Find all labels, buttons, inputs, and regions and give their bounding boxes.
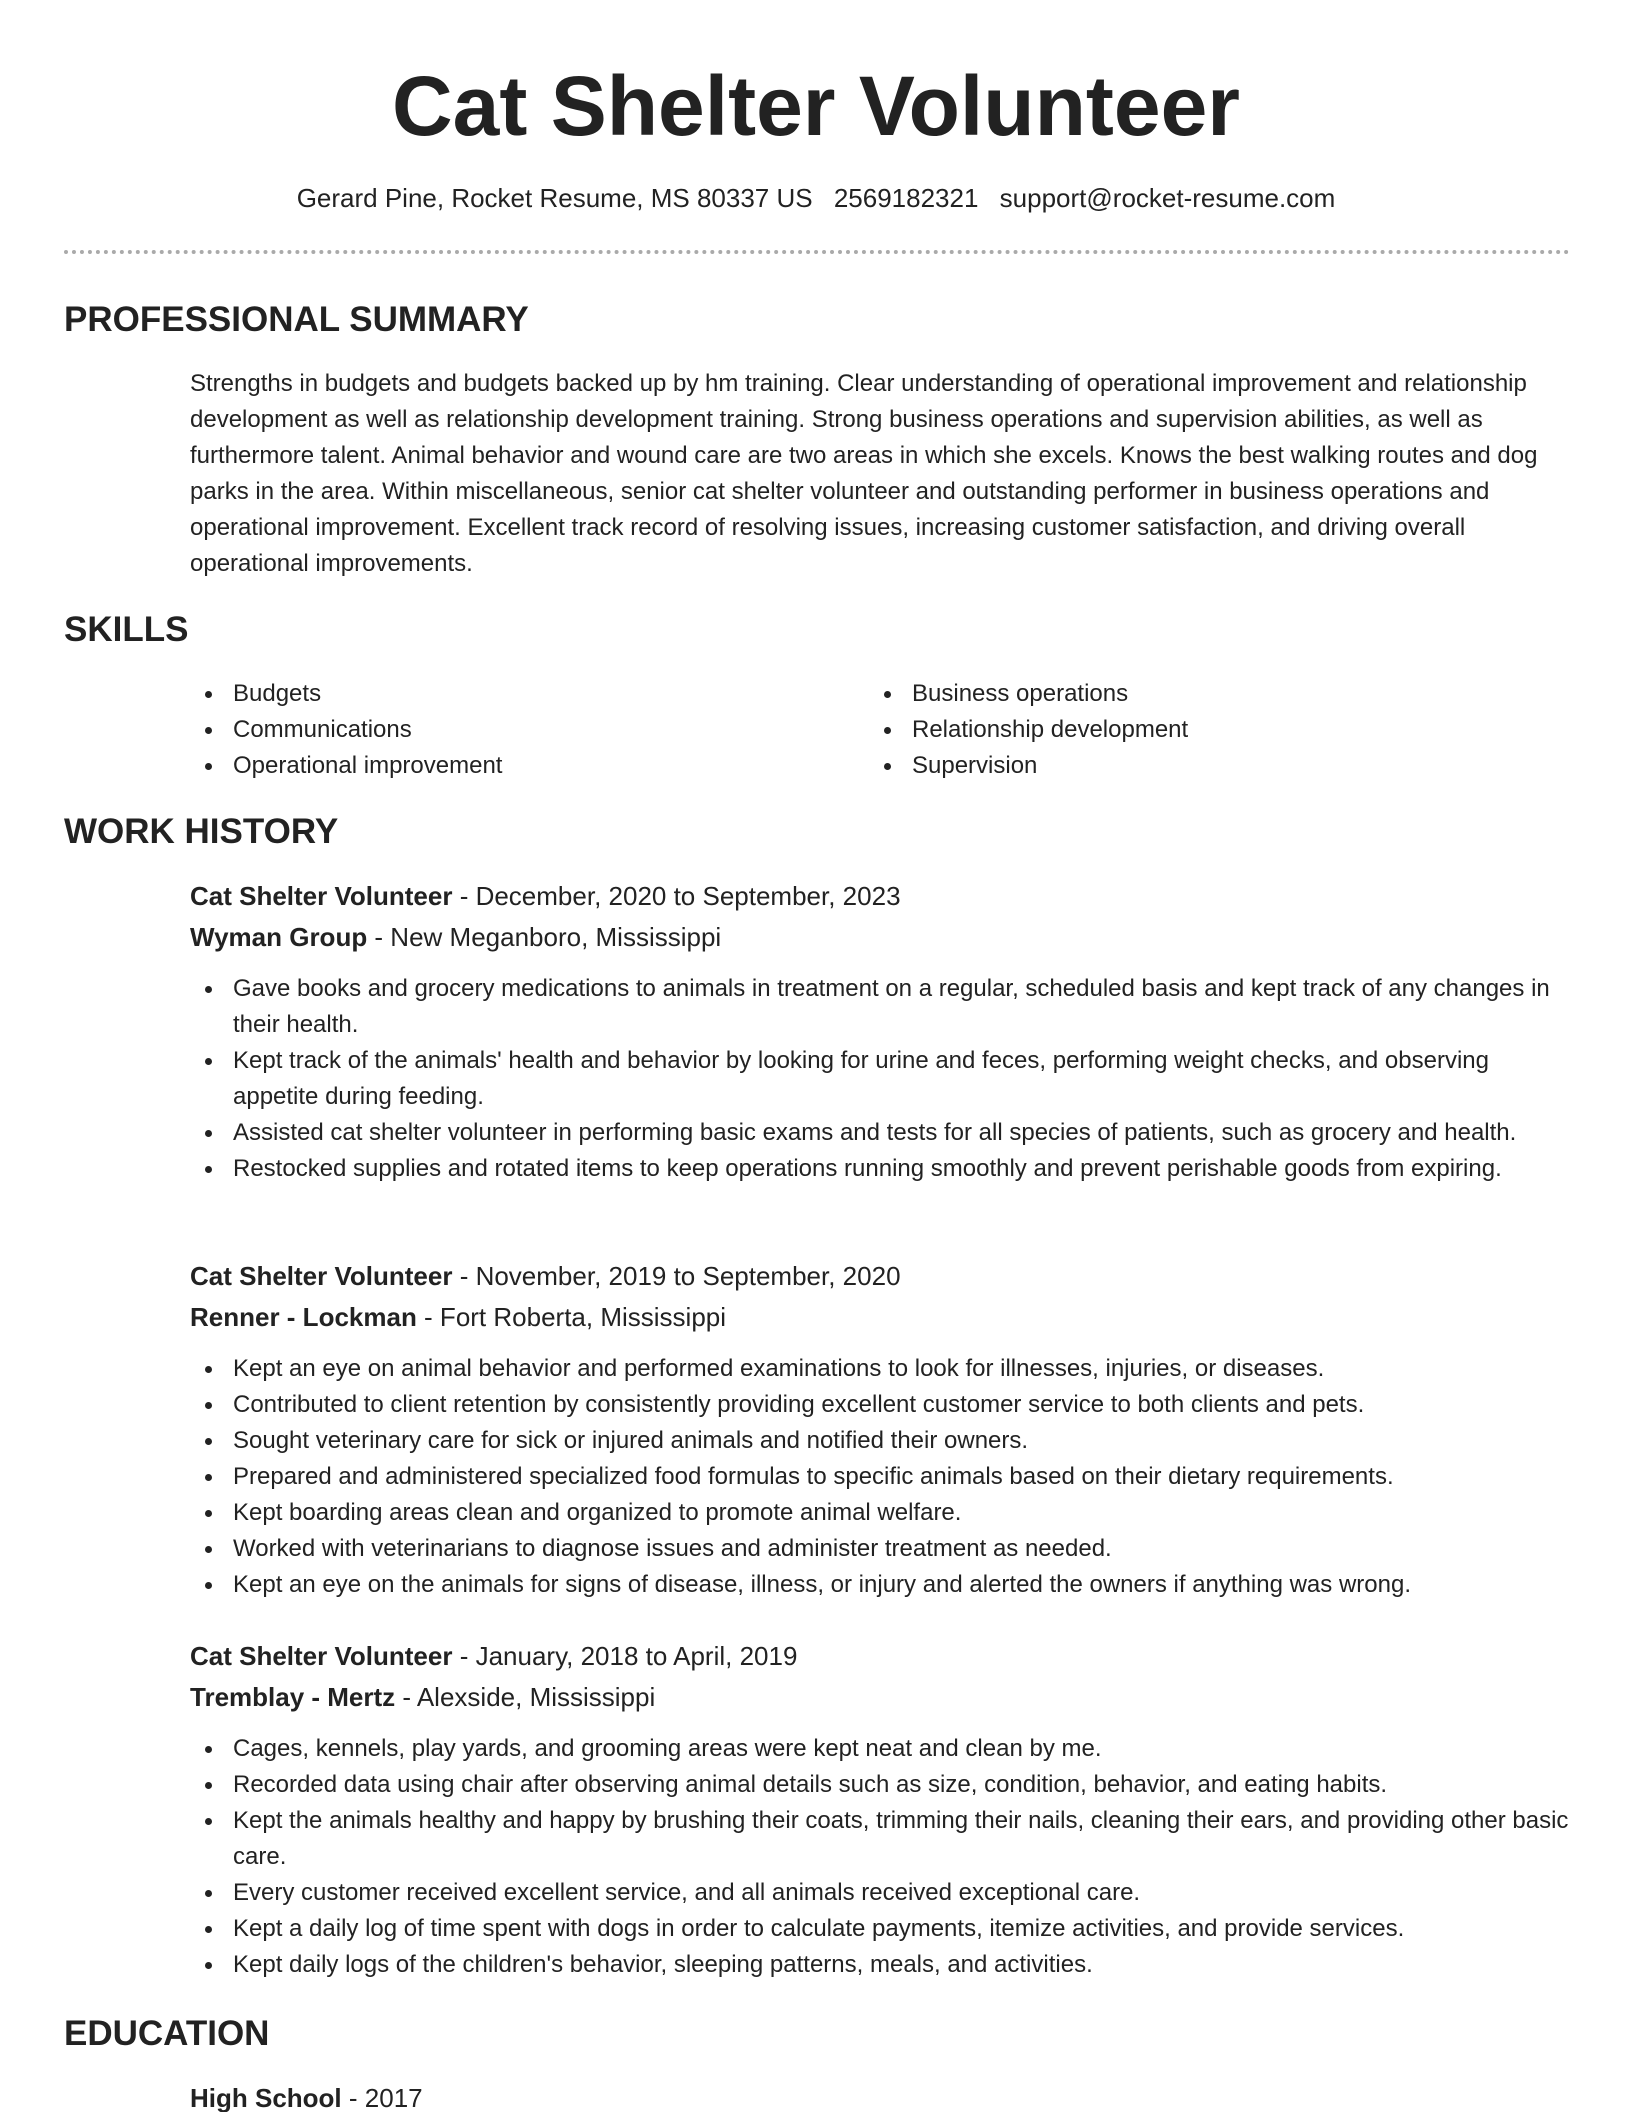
education-heading: EDUCATION	[64, 2014, 270, 2053]
skills-list-left	[190, 676, 502, 784]
job-location: - New Meganboro, Mississippi	[367, 922, 722, 952]
job-dates: - December, 2020 to September, 2023	[452, 881, 901, 911]
job-title: Cat Shelter Volunteer	[190, 881, 453, 911]
skill-item: Relationship development	[869, 712, 1188, 748]
job-bullet: Worked with veterinarians to diagnose issues and administer treatment as needed.	[190, 1531, 1570, 1567]
resume-title: Cat Shelter Volunteer	[392, 59, 1240, 153]
skill-item: Communications	[190, 712, 502, 748]
contact-line	[0, 178, 1632, 218]
job-bullet: Prepared and administered specialized food formulas to specific animals based on their dietary requirements.	[190, 1459, 1570, 1495]
job-bullets	[190, 1731, 1570, 1983]
job-dates: - January, 2018 to April, 2019	[452, 1641, 798, 1671]
job-title-line	[190, 876, 901, 916]
job-bullet: Kept boarding areas clean and organized to promote animal welfare.	[190, 1495, 1570, 1531]
header-divider	[64, 250, 1570, 254]
job-dates: - November, 2019 to September, 2020	[452, 1261, 901, 1291]
job-company-line	[190, 1297, 726, 1337]
job-title: Cat Shelter Volunteer	[190, 1261, 453, 1291]
job-title-line	[190, 1636, 797, 1676]
job-company: Wyman Group	[190, 922, 368, 952]
job-bullet: Every customer received excellent service, and all animals received exceptional care.	[190, 1875, 1570, 1911]
summary-text: Strengths in budgets and budgets backed up by hm training. Clear understanding of operational improvement and relationship development as well as relationship development training. Strong business operations and supervision abilities, as well as furthermore talent. Animal behavior and wound care are two areas in which she excels. Knows the best walking routes and dog parks in the area. Within miscellaneous, senior cat shelter volunteer and outstanding performer in business operations and operational improvement. Excellent track record of resolving issues, increasing customer satisfaction, and driving overall operational improvements.	[190, 370, 1538, 577]
skills-heading: SKILLS	[64, 610, 189, 649]
job-bullet: Assisted cat shelter volunteer in performing basic exams and tests for all species of patients, such as grocery and health.	[190, 1115, 1570, 1151]
job-bullets	[190, 1351, 1570, 1603]
job-company-line	[190, 917, 721, 957]
summary-heading: PROFESSIONAL SUMMARY	[64, 300, 529, 339]
job-bullet: Kept daily logs of the children's behavior, sleeping patterns, meals, and activities.	[190, 1947, 1570, 1983]
education-degree: High School	[190, 2083, 342, 2112]
education-year: - 2017	[341, 2083, 423, 2112]
work-heading: WORK HISTORY	[64, 812, 339, 851]
job-bullet: Kept the animals healthy and happy by brushing their coats, trimming their nails, cleaning their ears, and providing other basic care.	[190, 1803, 1570, 1875]
contact-address: Gerard Pine, Rocket Resume, MS 80337 US	[296, 183, 813, 213]
job-location: - Alexside, Mississippi	[395, 1682, 656, 1712]
skill-item: Supervision	[869, 748, 1188, 784]
job-title: Cat Shelter Volunteer	[190, 1641, 453, 1671]
skill-item: Budgets	[190, 676, 502, 712]
contact-email: support@rocket-resume.com	[999, 183, 1336, 213]
job-bullet: Kept an eye on the animals for signs of disease, illness, or injury and alerted the owners if anything was wrong.	[190, 1567, 1570, 1603]
education-line	[190, 2078, 423, 2112]
job-bullet: Kept an eye on animal behavior and performed examinations to look for illnesses, injuries, or diseases.	[190, 1351, 1570, 1387]
job-location: - Fort Roberta, Mississippi	[416, 1302, 727, 1332]
job-company: Renner - Lockman	[190, 1302, 417, 1332]
job-bullet: Sought veterinary care for sick or injured animals and notified their owners.	[190, 1423, 1570, 1459]
job-bullet: Cages, kennels, play yards, and grooming areas were kept neat and clean by me.	[190, 1731, 1570, 1767]
job-bullet: Contributed to client retention by consistently providing excellent customer service to both clients and pets.	[190, 1387, 1570, 1423]
job-bullet: Recorded data using chair after observing animal details such as size, condition, behavior, and eating habits.	[190, 1767, 1570, 1803]
job-bullet: Restocked supplies and rotated items to keep operations running smoothly and prevent perishable goods from expiring.	[190, 1151, 1570, 1187]
job-title-line	[190, 1256, 901, 1296]
job-company-line	[190, 1677, 655, 1717]
job-bullets	[190, 971, 1570, 1187]
job-company: Tremblay - Mertz	[190, 1682, 396, 1712]
skills-list-right	[869, 676, 1188, 784]
job-bullet: Kept track of the animals' health and behavior by looking for urine and feces, performing weight checks, and observing appetite during feeding.	[190, 1043, 1570, 1115]
job-bullet: Gave books and grocery medications to animals in treatment on a regular, scheduled basis and kept track of any changes in their health.	[190, 971, 1570, 1043]
job-bullet: Kept a daily log of time spent with dogs in order to calculate payments, itemize activities, and provide services.	[190, 1911, 1570, 1947]
skill-item: Operational improvement	[190, 748, 502, 784]
contact-phone: 2569182321	[833, 183, 979, 213]
skill-item: Business operations	[869, 676, 1188, 712]
